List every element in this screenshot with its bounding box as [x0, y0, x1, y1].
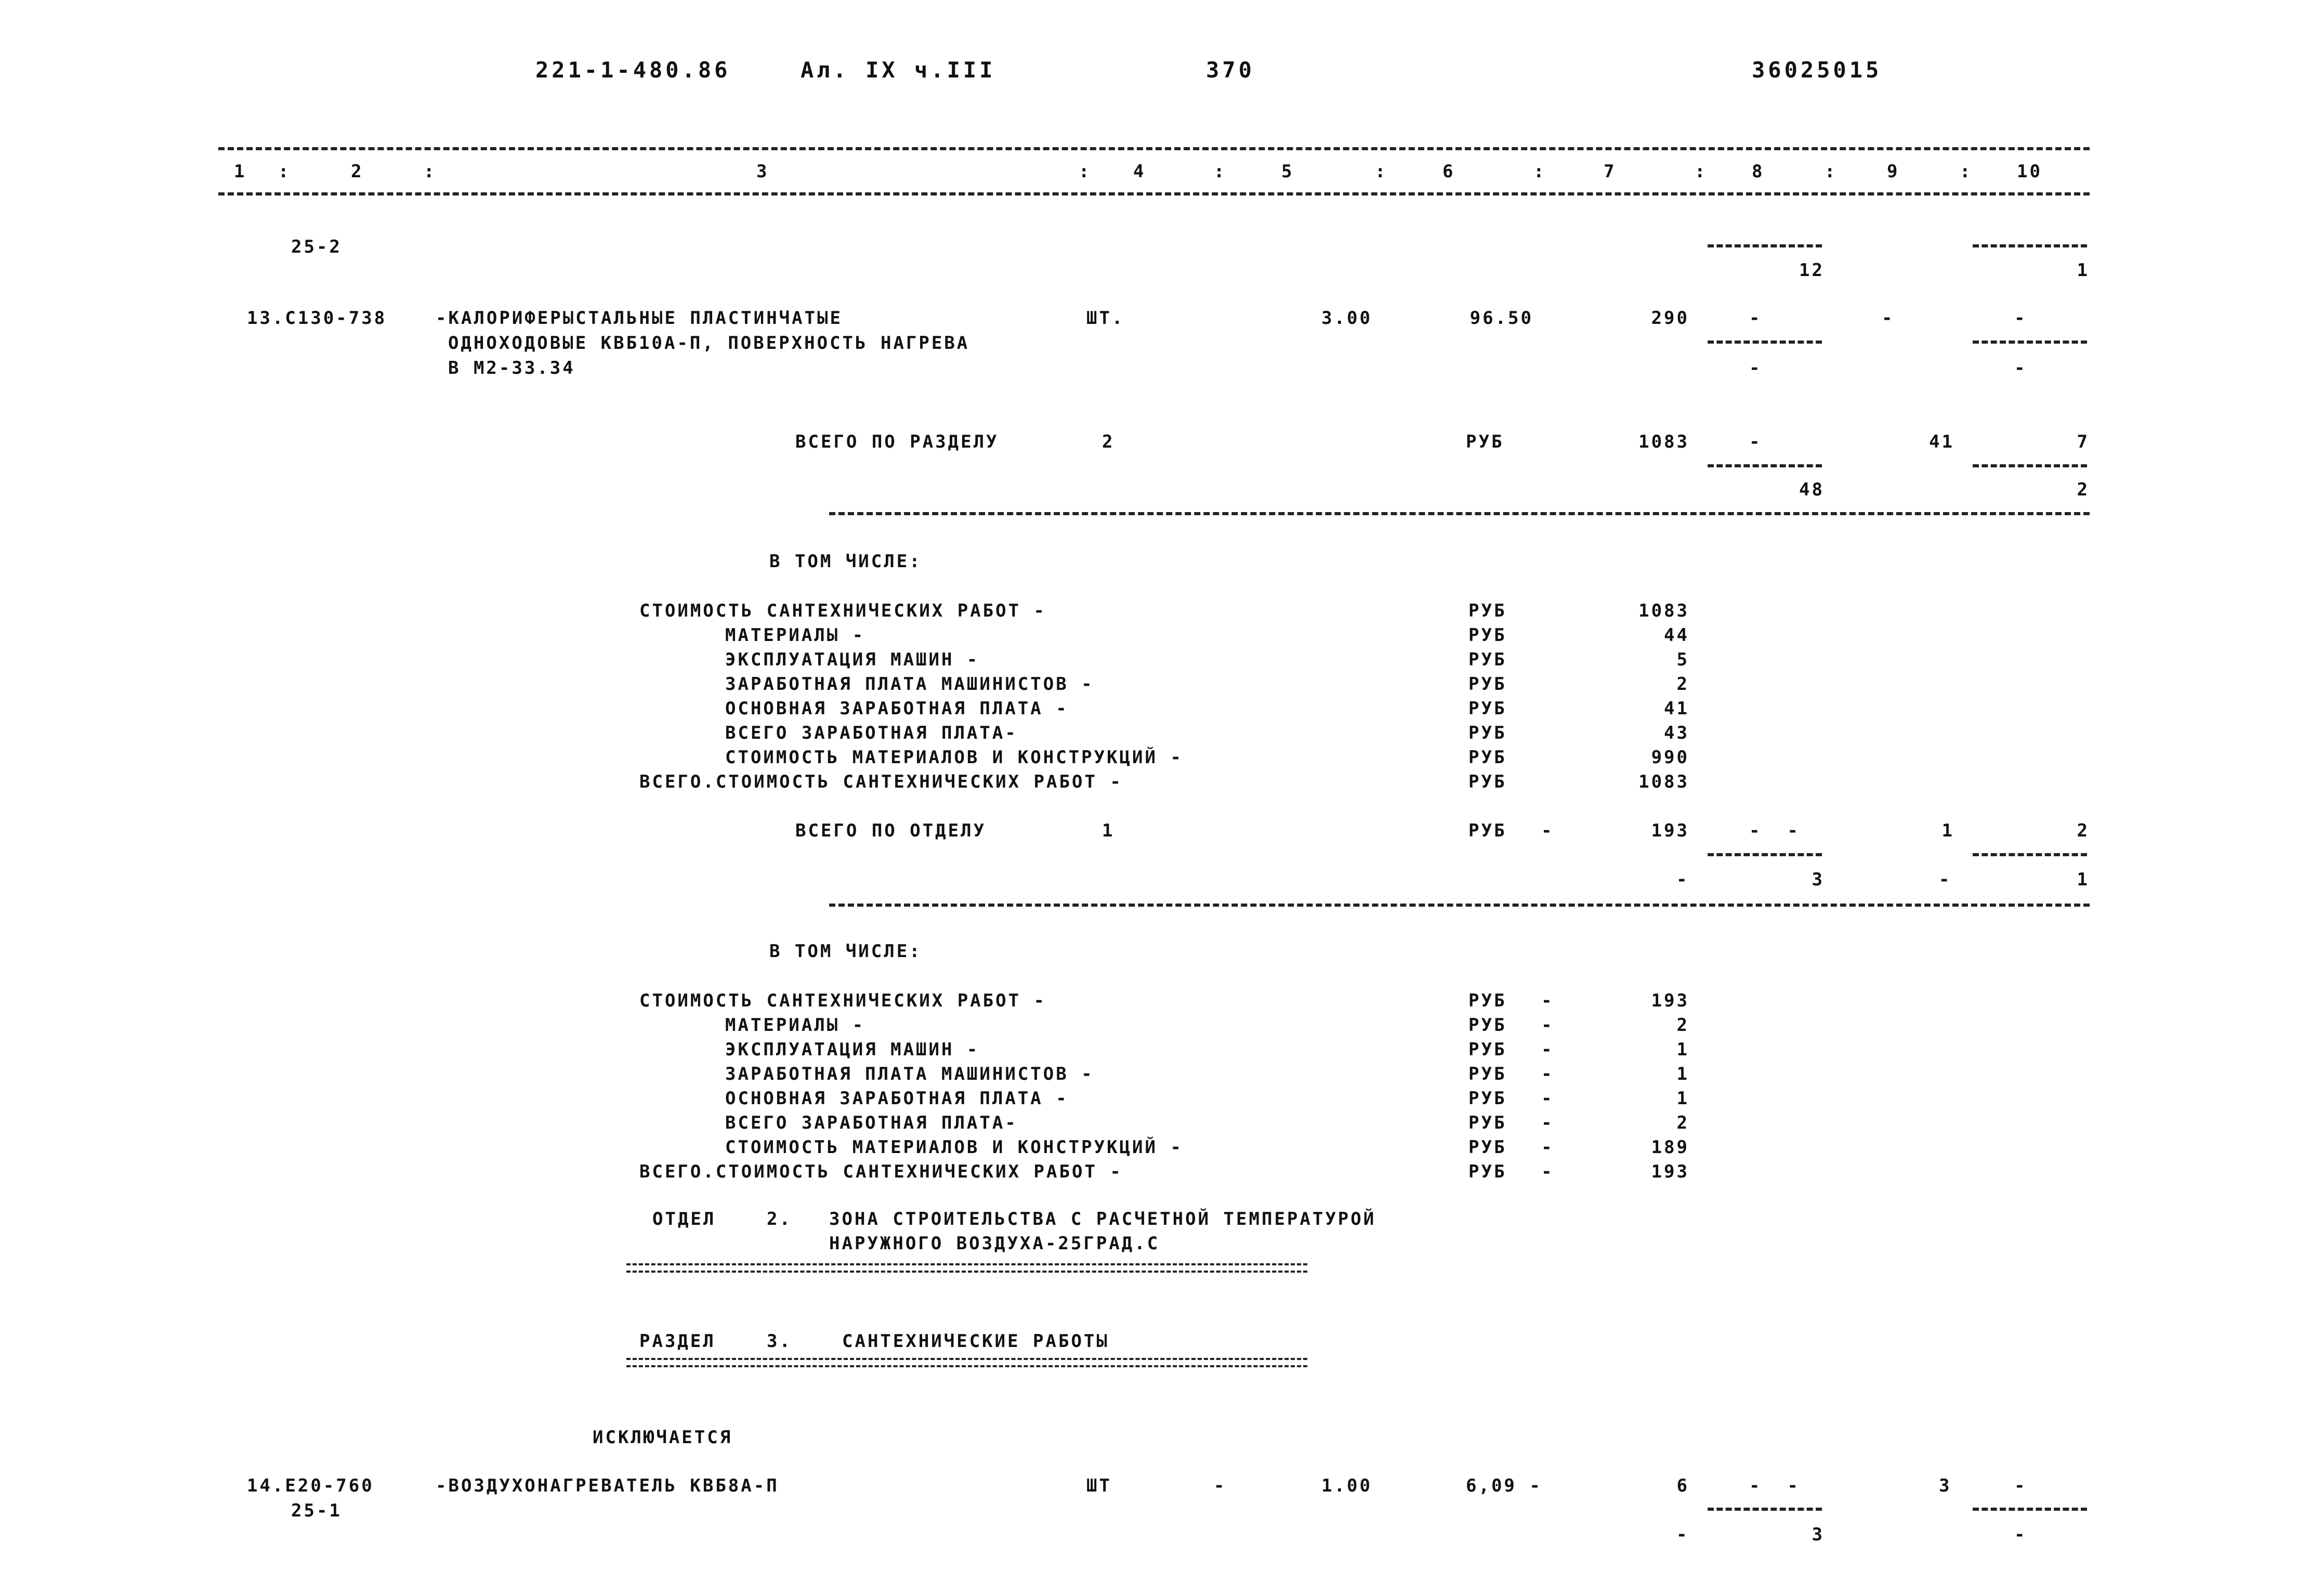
breakdown-dash: - — [1541, 1064, 1554, 1084]
department-title-line: НАРУЖНОГО ВОЗДУХА-25ГРАД.С — [829, 1233, 1160, 1254]
breakdown-unit: РУБ — [1468, 600, 1507, 621]
breakdown-label: СТОИМОСТЬ МАТЕРИАЛОВ И КОНСТРУКЦИЙ - — [725, 747, 1183, 768]
section-title: САНТЕХНИЧЕСКИЕ РАБОТЫ — [842, 1331, 1109, 1352]
breakdown-label: ЭКСПЛУАТАЦИЯ МАШИН - — [725, 649, 980, 670]
col9-value: 3 — [1939, 1475, 1952, 1496]
breakdown-dash: - — [1541, 1113, 1554, 1133]
col8-bottom-value: 48 — [1799, 479, 1825, 500]
breakdown-dash: - — [1541, 1039, 1554, 1060]
breakdown-label: МАТЕРИАЛЫ - — [725, 1015, 865, 1036]
item-description-line: -КАЛОРИФЕРЫСТАЛЬНЫЕ ПЛАСТИНЧАТЫЕ — [436, 308, 843, 329]
department-double-rule — [626, 1263, 1307, 1273]
breakdown-unit: РУБ — [1468, 723, 1507, 743]
department-total-unit: РУБ — [1468, 820, 1507, 841]
breakdown-value: 1083 — [1638, 600, 1689, 621]
breakdown-heading: В ТОМ ЧИСЛЕ: — [769, 551, 922, 572]
breakdown-value: 44 — [1664, 625, 1689, 646]
col10-rule — [1973, 244, 2087, 247]
breakdown-label: СТОИМОСТЬ МАТЕРИАЛОВ И КОНСТРУКЦИЙ - — [725, 1137, 1183, 1158]
department-title-line: ЗОНА СТРОИТЕЛЬСТВА С РАСЧЕТНОЙ ТЕМПЕРАТУРОЙ — [829, 1209, 1376, 1229]
col8-value: 12 — [1799, 260, 1825, 281]
col8-rule — [1708, 244, 1822, 247]
col8-rule — [1708, 464, 1822, 467]
item-unit-price: 96.50 — [1470, 308, 1533, 329]
breakdown-unit: РУБ — [1468, 1137, 1507, 1158]
col10-rule — [1973, 341, 2087, 344]
breakdown-label: СТОИМОСТЬ САНТЕХНИЧЕСКИХ РАБОТ - — [639, 990, 1047, 1011]
col10-bottom-value: - — [2014, 358, 2027, 378]
col8-bottom-value: - — [1749, 358, 1762, 378]
breakdown-value: 1 — [1676, 1088, 1689, 1109]
department-total-rule — [829, 904, 2090, 907]
breakdown-dash: - — [1541, 1161, 1554, 1182]
breakdown-unit: РУБ — [1468, 1161, 1507, 1182]
column-separator: : — [1375, 161, 1388, 182]
breakdown-value: 41 — [1664, 698, 1689, 719]
excluded-label: ИСКЛЮЧАЕТСЯ — [593, 1427, 733, 1448]
item-description: -ВОЗДУХОНАГРЕВАТЕЛЬ КВБ8А-П — [436, 1475, 779, 1496]
breakdown-value: 193 — [1651, 990, 1689, 1011]
breakdown-unit: РУБ — [1468, 625, 1507, 646]
breakdown-unit: РУБ — [1468, 1113, 1507, 1133]
section-number: 3. — [767, 1331, 792, 1352]
breakdown-heading: В ТОМ ЧИСЛЕ: — [769, 941, 922, 962]
breakdown-value: 1 — [1676, 1039, 1689, 1060]
header-bottom-rule — [218, 192, 2090, 195]
breakdown-value: 5 — [1676, 649, 1689, 670]
breakdown-value: 1 — [1676, 1064, 1689, 1084]
col10-value: 2 — [2077, 820, 2090, 841]
col10-bottom-value: 2 — [2077, 479, 2090, 500]
item-total: 6 — [1676, 1475, 1689, 1496]
column-5: 5 — [1281, 161, 1294, 182]
breakdown-label: ВСЕГО.СТОИМОСТЬ САНТЕХНИЧЕСКИХ РАБОТ - — [639, 771, 1123, 792]
column-separator: : — [1695, 161, 1708, 182]
col8-rule — [1708, 1508, 1822, 1511]
breakdown-label: ВСЕГО.СТОИМОСТЬ САНТЕХНИЧЕСКИХ РАБОТ - — [639, 1161, 1123, 1182]
col10-rule — [1973, 464, 2087, 467]
breakdown-unit: РУБ — [1468, 698, 1507, 719]
col10-value: - — [2014, 1475, 2027, 1496]
department-total-bottom: - — [1676, 869, 1689, 890]
breakdown-dash: - — [1541, 990, 1554, 1011]
department-number: 2. — [767, 1209, 792, 1229]
page-number: 370 — [1206, 57, 1255, 83]
column-separator: : — [1825, 161, 1838, 182]
section-double-rule — [626, 1358, 1307, 1367]
item-quantity: 3.00 — [1321, 308, 1372, 329]
col8-value: - — [1749, 431, 1762, 452]
item-description-line: В М2-33.34 — [448, 358, 575, 378]
breakdown-unit: РУБ — [1468, 771, 1507, 792]
col9-value: 1 — [1941, 820, 1954, 841]
col8-rule — [1708, 341, 1822, 344]
breakdown-label: СТОИМОСТЬ САНТЕХНИЧЕСКИХ РАБОТ - — [639, 600, 1047, 621]
department-total-number: 1 — [1102, 820, 1115, 841]
item-unit: ШТ — [1086, 1475, 1112, 1496]
breakdown-label: МАТЕРИАЛЫ - — [725, 625, 865, 646]
document-code: 221-1-480.86 — [535, 57, 731, 83]
column-1: 1 — [234, 161, 247, 182]
column-7: 7 — [1604, 161, 1617, 182]
col8-bottom-value: 3 — [1812, 869, 1825, 890]
col10-value: - — [2014, 308, 2027, 329]
col8-value: - - — [1749, 1475, 1800, 1496]
column-2: 2 — [351, 161, 364, 182]
breakdown-label: ЗАРАБОТНАЯ ПЛАТА МАШИНИСТОВ - — [725, 674, 1094, 695]
breakdown-unit: РУБ — [1468, 990, 1507, 1011]
breakdown-label: ОСНОВНАЯ ЗАРАБОТНАЯ ПЛАТА - — [725, 698, 1069, 719]
item-quantity: 1.00 — [1321, 1475, 1372, 1496]
breakdown-value: 43 — [1664, 723, 1689, 743]
column-4: 4 — [1133, 161, 1146, 182]
breakdown-unit: РУБ — [1468, 674, 1507, 695]
column-separator: : — [1960, 161, 1973, 182]
breakdown-label: ЭКСПЛУАТАЦИЯ МАШИН - — [725, 1039, 980, 1060]
header-top-rule — [218, 147, 2090, 150]
column-9: 9 — [1887, 161, 1900, 182]
item-unit-price: 6,09 - — [1466, 1475, 1542, 1496]
section-total-label: ВСЕГО ПО РАЗДЕЛУ — [795, 431, 999, 452]
item-unit: ШТ. — [1086, 308, 1125, 329]
col8-value: - — [1749, 308, 1762, 329]
col10-bottom-value: 1 — [2077, 869, 2090, 890]
column-10: 10 — [2017, 161, 2042, 182]
breakdown-value: 2 — [1676, 1113, 1689, 1133]
item-total-bottom: - — [1676, 1524, 1689, 1545]
item-reference: 25-1 — [291, 1500, 342, 1521]
column-3: 3 — [756, 161, 769, 182]
column-8: 8 — [1752, 161, 1765, 182]
breakdown-value: 2 — [1676, 1015, 1689, 1036]
breakdown-unit: РУБ — [1468, 1015, 1507, 1036]
column-6: 6 — [1442, 161, 1455, 182]
breakdown-label: ВСЕГО ЗАРАБОТНАЯ ПЛАТА- — [725, 723, 1018, 743]
column-separator: : — [424, 161, 437, 182]
item-reference-continued: 25-2 — [291, 237, 342, 257]
breakdown-label: ВСЕГО ЗАРАБОТНАЯ ПЛАТА- — [725, 1113, 1018, 1133]
breakdown-dash: - — [1541, 1015, 1554, 1036]
col10-bottom-value: - — [2014, 1524, 2027, 1545]
col10-value: 7 — [2077, 431, 2090, 452]
col8-bottom-value: 3 — [1812, 1524, 1825, 1545]
breakdown-value: 1083 — [1638, 771, 1689, 792]
col8-value: - - — [1749, 820, 1800, 841]
item-description-line: ОДНОХОДОВЫЕ КВБ10А-П, ПОВЕРХНОСТЬ НАГРЕВА — [448, 333, 970, 354]
col10-rule — [1973, 1508, 2087, 1511]
breakdown-unit: РУБ — [1468, 747, 1507, 768]
breakdown-value: 189 — [1651, 1137, 1689, 1158]
col10-rule — [1973, 853, 2087, 856]
col9-value: 41 — [1929, 431, 1954, 452]
reference-number: 36025015 — [1752, 57, 1882, 83]
breakdown-label: ЗАРАБОТНАЯ ПЛАТА МАШИНИСТОВ - — [725, 1064, 1094, 1084]
col9-bottom-value: - — [1939, 869, 1952, 890]
breakdown-label: ОСНОВНАЯ ЗАРАБОТНАЯ ПЛАТА - — [725, 1088, 1069, 1109]
breakdown-dash: - — [1541, 1088, 1554, 1109]
department-total-value: 193 — [1651, 820, 1689, 841]
col9-value: - — [1882, 308, 1895, 329]
breakdown-unit: РУБ — [1468, 1064, 1507, 1084]
section-total-number: 2 — [1102, 431, 1115, 452]
breakdown-unit: РУБ — [1468, 1088, 1507, 1109]
item-quantity-dash: - — [1214, 1475, 1227, 1496]
item-code: 14.Е20-760 — [247, 1475, 374, 1496]
column-separator: : — [1214, 161, 1227, 182]
breakdown-unit: РУБ — [1468, 649, 1507, 670]
section-label: РАЗДЕЛ — [639, 1331, 716, 1352]
column-separator: : — [1079, 161, 1092, 182]
breakdown-value: 990 — [1651, 747, 1689, 768]
section-total-rule — [829, 512, 2090, 515]
department-total-dash: - — [1541, 820, 1554, 841]
breakdown-value: 193 — [1651, 1161, 1689, 1182]
item-total: 290 — [1651, 308, 1689, 329]
breakdown-dash: - — [1541, 1137, 1554, 1158]
col10-value: 1 — [2077, 260, 2090, 281]
col8-rule — [1708, 853, 1822, 856]
item-code: 13.С130-738 — [247, 308, 387, 329]
album-reference: Ал. IX ч.III — [801, 57, 996, 83]
department-label: ОТДЕЛ — [652, 1209, 716, 1229]
section-total-unit: РУБ — [1466, 431, 1504, 452]
column-separator: : — [1533, 161, 1546, 182]
department-total-label: ВСЕГО ПО ОТДЕЛУ — [795, 820, 987, 841]
breakdown-value: 2 — [1676, 674, 1689, 695]
section-total-value: 1083 — [1638, 431, 1689, 452]
breakdown-unit: РУБ — [1468, 1039, 1507, 1060]
column-separator: : — [278, 161, 291, 182]
